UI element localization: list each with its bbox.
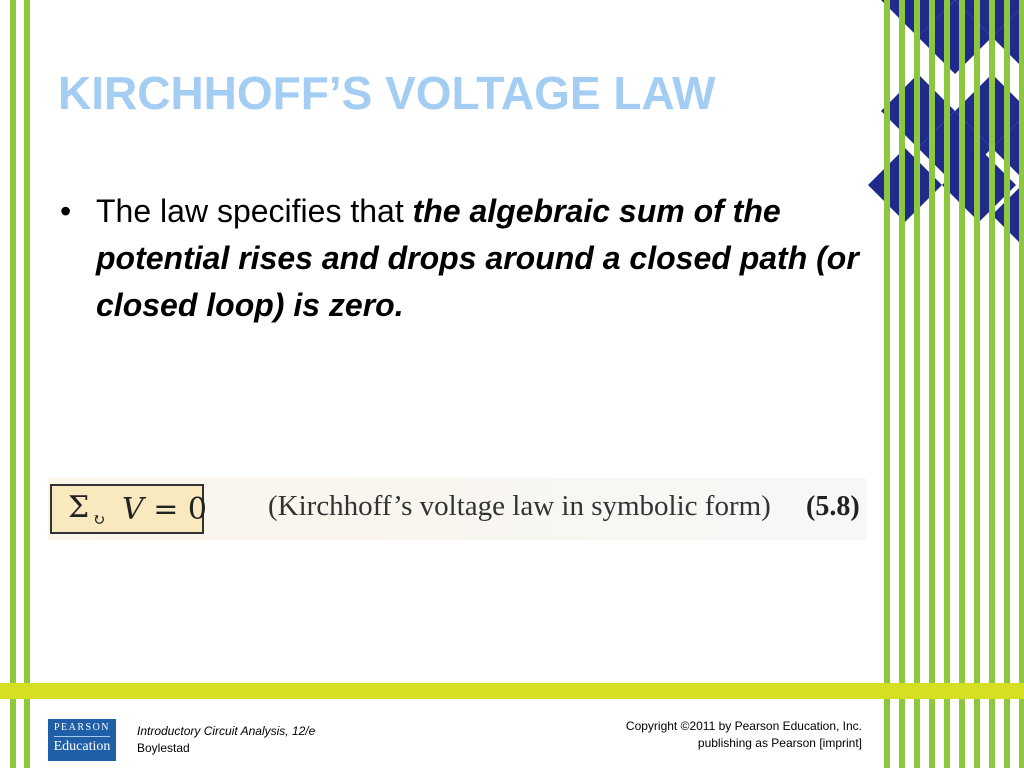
- equation-variable: V: [122, 492, 144, 527]
- left-stripe: [24, 0, 30, 768]
- imprint-line: publishing as Pearson [imprint]: [697, 736, 862, 750]
- logo-top-text: PEARSON: [53, 722, 111, 733]
- equation-number: (5.8): [806, 491, 860, 522]
- bullet-point: [60, 188, 860, 329]
- bullet-text: [96, 188, 860, 329]
- sigma-symbol: Σ: [68, 490, 90, 525]
- footer-book-title: Introductory Circuit Analysis, 12/e: [137, 724, 316, 738]
- bullet-emphasis-text: the algebraic sum of the potential rises and drops around a closed path (or closed loop) is zero.: [96, 193, 859, 323]
- logo-bottom-text: Education: [53, 739, 111, 754]
- yellow-band: [0, 683, 1024, 699]
- equation-expression: [122, 492, 207, 527]
- equation-equals-zero: = 0: [143, 492, 207, 527]
- slide-title: KIRCHHOFF’S VOLTAGE LAW: [58, 67, 716, 119]
- loop-arrow-icon: ↻: [92, 510, 106, 529]
- footer-author: Boylestad: [137, 741, 190, 755]
- pearson-logo: [48, 719, 116, 761]
- bullet-marker: •: [60, 193, 72, 229]
- copyright-line: Copyright ©2011 by Pearson Education, Inc.: [625, 719, 862, 733]
- equation-description: (Kirchhoff’s voltage law in symbolic form): [268, 490, 771, 522]
- left-stripe: [10, 0, 16, 768]
- right-decoration: [862, 0, 1024, 768]
- equation-box: [50, 484, 207, 534]
- bullet-lead-text: The law specifies that: [96, 193, 413, 229]
- logo-divider: [54, 736, 110, 737]
- footer-book-info: [137, 723, 315, 757]
- footer-copyright: [626, 718, 862, 752]
- equation-row: [48, 478, 866, 540]
